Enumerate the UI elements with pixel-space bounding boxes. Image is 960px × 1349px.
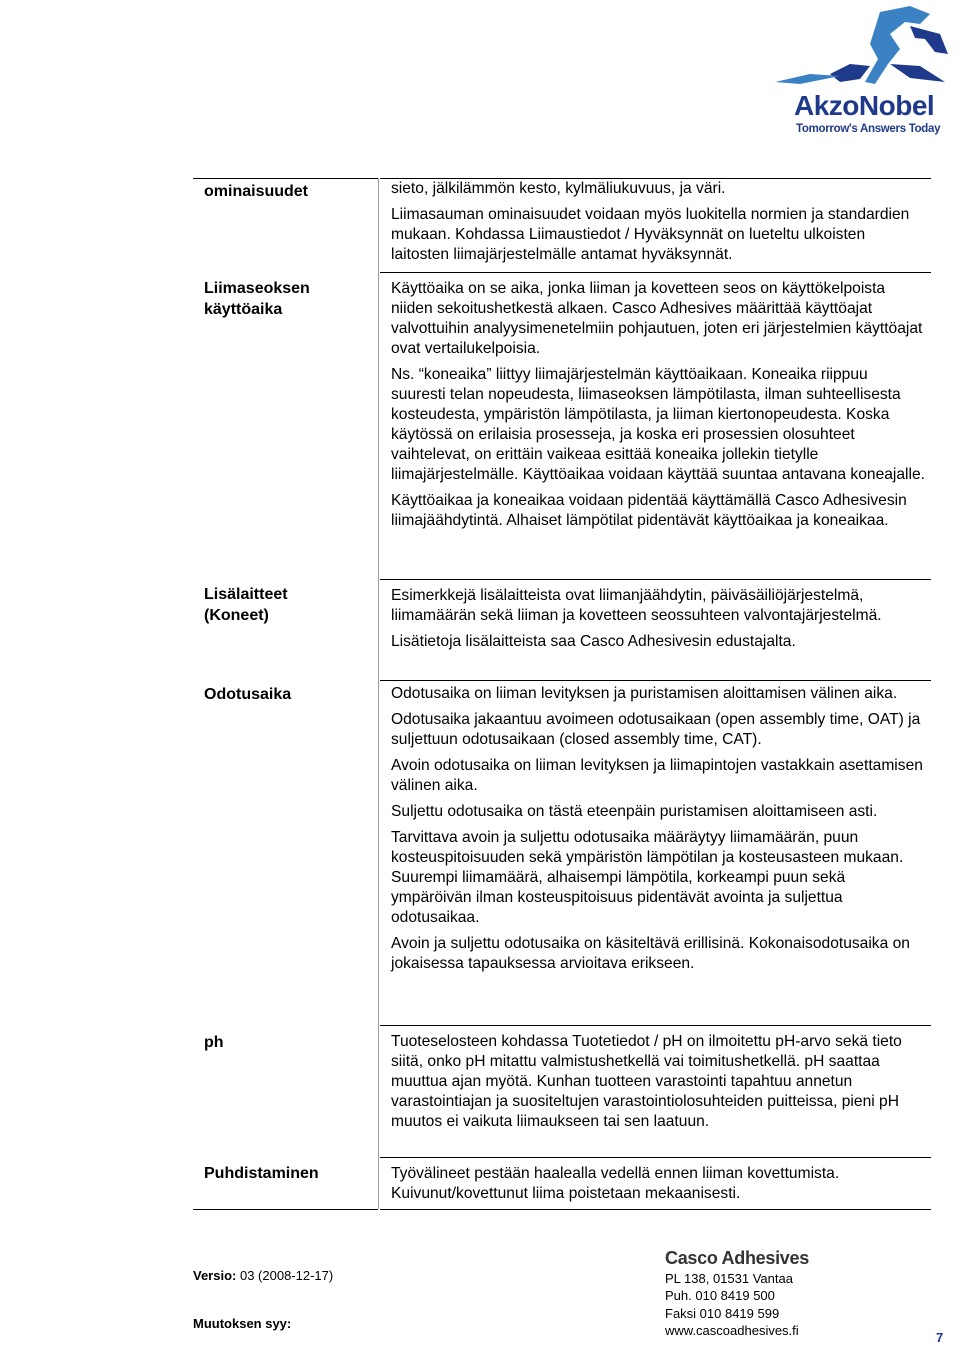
row-label-ph: ph [204,1034,224,1051]
row-rule [380,680,931,681]
logo-brand-text: AkzoNobel [794,90,935,121]
row-rule [380,272,931,273]
row-rule [380,1157,931,1158]
row-content-ph [391,1032,926,1138]
akzonobel-logo [770,4,955,139]
website-link[interactable]: www.cascoadhesives.fi [665,1323,799,1338]
page-number: 7 [936,1330,944,1345]
phone: Puh. 010 8419 500 [665,1288,775,1303]
company-name: Casco Adhesives [665,1248,809,1268]
version-value: 03 (2008-12-17) [239,1268,334,1283]
row-content-kayttoaika [391,279,926,537]
row-rule [380,1025,931,1026]
paragraph: Käyttöaika on se aika, jonka liiman ja kovetteen seos on käyttökelpoista niiden sekoitushetkestä alkaen. Casco Adhesives määrittää käyttöajat valvottuihin analyysimenetelmiin pohjautuen, joten eri järjestelmien käyttöajat ovat vertailukelpoisia. [391,280,923,357]
logo-tagline: Tomorrow's Answers Today [796,123,941,135]
address: PL 138, 01531 Vantaa [665,1270,793,1286]
row-content-odotusaika [391,684,926,980]
paragraph: sieto, jälkilämmön kesto, kylmäliukuvuus, ja väri. [391,180,726,197]
paragraph: Odotusaika jakaantuu avoimeen odotusaikaan (open assembly time, OAT) ja suljettuun odotusaikaan (closed assembly time, CAT). [391,711,921,748]
row-content-ominaisuudet [391,179,926,271]
version-label: Versio: [193,1268,237,1283]
paragraph: Käyttöaikaa ja koneaikaa voidaan pidentää käyttämällä Casco Adhesivesin liimajäähdytintä. Alhaiset lämpötilat pidentävät käyttöaikaa ja koneaikaa. [391,492,907,529]
paragraph: Tuoteselosteen kohdassa Tuotetiedot / pH on ilmoitettu pH-arvo sekä tieto siitä, onko pH mitattu valmistushetkellä vai toimitushetkellä. pH saattaa muuttua ajan myötä. Kunhan tuotteen varastointi tapahtuu annetun varastointiajan ja suositeltujen varastointiolosuhteiden puitteissa, pieni pH muutos ei vaikuta liimaukseen tai sen laatuun. [391,1033,902,1130]
row-label-odotusaika: Odotusaika [204,686,292,703]
paragraph: Suljettu odotusaika on tästä eteenpäin puristamisen aloittamiseen asti. [391,803,878,820]
paragraph: Tarvittava avoin ja suljettu odotusaika määräytyy liimamäärän, puun kosteuspitoisuuden sekä ympäristön lämpötilan ja kosteusasteen mukaan. Suurempi liimamäärä, alhaisempi lämpötila, korkeampi puun sekä ympäröivän ilman kosteuspitoisuus pidentävät avointa ja suljettua odotusaikaa. [391,829,904,926]
row-label-lisalaitteet: Lisälaitteet (Koneet) [204,586,288,624]
change-label: Muutoksen syy: [193,1316,292,1331]
row-label-kayttoaika: Liimaseoksen käyttöaika [204,280,310,318]
row-content-puhdistaminen [391,1164,926,1210]
row-label-puhdistaminen: Puhdistaminen [204,1165,319,1182]
footer-version [193,1268,333,1283]
table-bottom-rule-left [193,1209,378,1210]
paragraph: Työvälineet pestään haalealla vedellä ennen liiman kovettumista. Kuivunut/kovettunut liima poistetaan mekaanisesti. [391,1165,840,1202]
logo-figure-icon [770,4,955,94]
row-rule [380,579,931,580]
paragraph: Lisätietoja lisälaitteista saa Casco Adhesivesin edustajalta. [391,633,796,650]
paragraph: Avoin ja suljettu odotusaika on käsiteltävä erillisinä. Kokonaisodotusaika on jokaisessa tapauksessa arvioitava erikseen. [391,935,910,972]
fax: Faksi 010 8419 599 [665,1305,780,1321]
row-label-ominaisuudet: ominaisuudet [204,183,309,200]
paragraph: Liimasauman ominaisuudet voidaan myös luokitella normien ja standardien mukaan. Kohdassa Liimaustiedot / Hyväksynnät on lueteltu ulkoisten laitosten liimajärjestelmälle antamat hyväksynnät. [391,206,910,263]
table-top-rule-left [193,178,378,179]
paragraph: Esimerkkejä lisälaitteista ovat liimanjäähdytin, päiväsäiliöjärjestelmä, liimamäärän sekä liiman ja kovetteen seossuhteen valvontajärjestelmä. [391,587,882,624]
row-content-lisalaitteet [391,586,926,658]
paragraph: Avoin odotusaika on liiman levityksen ja liimapintojen vastakkain asettamisen välinen aika. [391,757,923,794]
paragraph: Odotusaika on liiman levityksen ja puristamisen aloittamisen välinen aika. [391,685,898,702]
footer-change [193,1316,291,1331]
paragraph: Ns. “koneaika” liittyy liimajärjestelmän käyttöaikaan. Koneaika riippuu suuresti telan nopeudesta, liimaseoksen lämpötilasta, ilman suhteellisesta kosteudesta, ympäristön lämpötilasta, ja liiman kiertonopeudesta. Koska käytössä on erilaisia prosesseja, ja koska eri prosessien olosuhteet vaihtelevat, on erittäin vaikeaa esittää koneaika jollekin tietylle liimajärjestelmälle. Käyttöaikaa voidaan käyttää suuntaa antavana koneajalle. [391,366,925,483]
table-divider [378,178,379,1209]
contact-block [665,1250,809,1340]
